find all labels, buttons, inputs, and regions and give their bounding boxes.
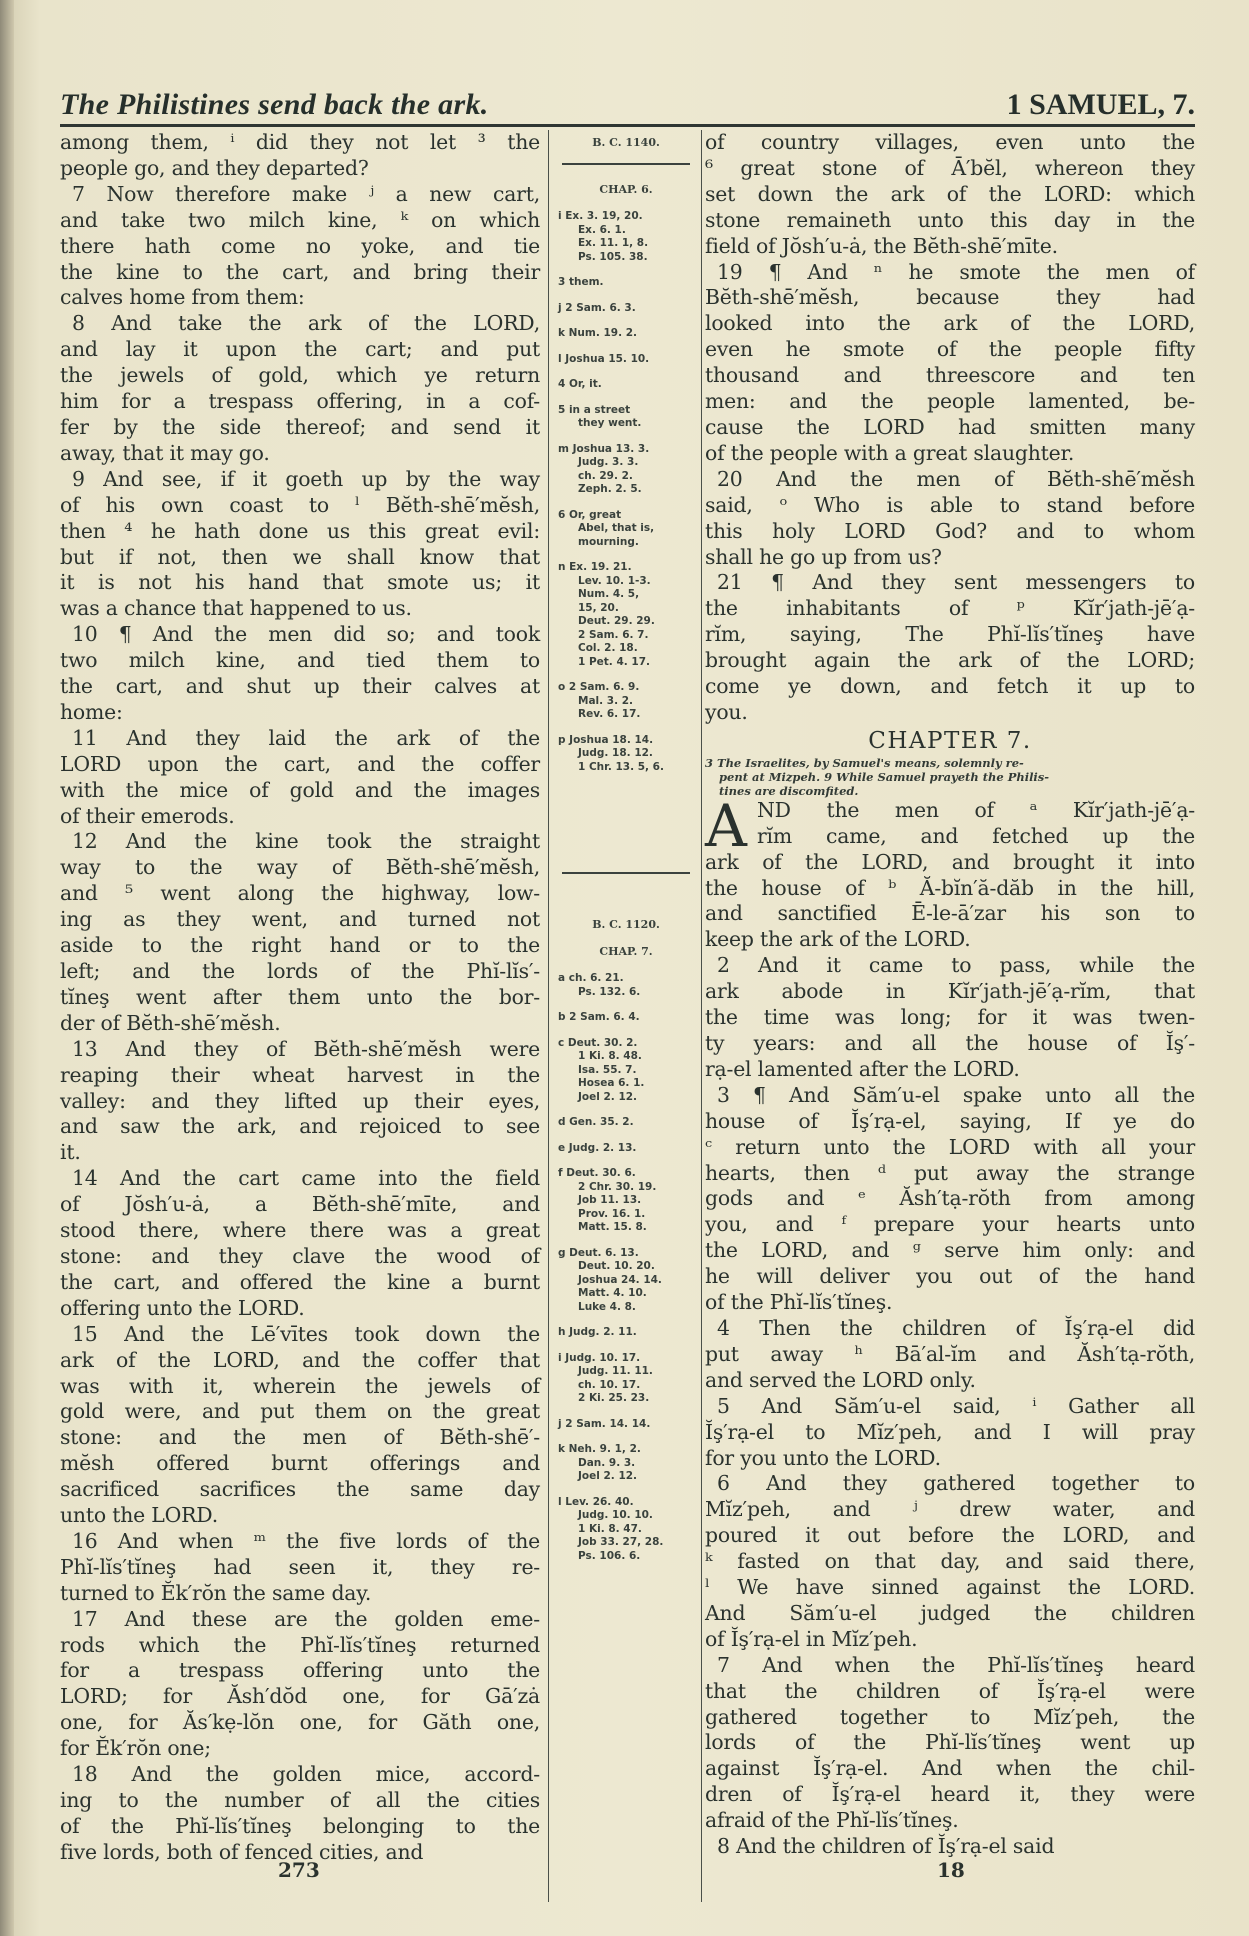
text-line: men: and the people lamented, be- [705, 389, 1195, 414]
cross-reference [558, 1116, 694, 1130]
reference-line: ch. 29. 2. [578, 469, 633, 482]
cross-reference [558, 734, 694, 775]
text-line: reaping their wheat harvest in the [60, 1062, 540, 1087]
text-line: but if not, then we shall know that [60, 544, 540, 569]
text-line: sacrificed sacrifices the same day [60, 1477, 540, 1502]
text-line: for a trespass offering unto the [60, 1658, 540, 1683]
reference-line: 2 Ki. 25. 23. [578, 1392, 650, 1404]
text-line: 10 ¶ And the men did so; and took [72, 622, 540, 647]
chapter-6-ending [705, 130, 1195, 726]
reference-line: 2 Chr. 30. 19. [578, 1180, 657, 1193]
text-line: of country villages, even unto the [705, 130, 1195, 154]
cross-reference [558, 1167, 694, 1235]
text-line: turned to Ĕk′rŏn the same day. [60, 1580, 372, 1605]
text-line: Mĭz′peh, and ʲ drew water, and [705, 1497, 1195, 1522]
text-line: Ĭş′rạ-el to Mĭz′peh, and I will pray [705, 1419, 1195, 1444]
text-line: stone remaineth unto this day in the [705, 207, 1195, 232]
right-text-column [705, 130, 1195, 1860]
reference-line: Abel, that is, [578, 522, 655, 534]
cross-reference [558, 302, 694, 316]
text-line: there hath come no yoke, and tie [60, 233, 540, 258]
cross-reference [558, 353, 694, 367]
reference-line: Col. 2. 18. [578, 642, 638, 654]
text-line: the inhabitants of ᵖ Kĭr′jath-jē′ạ- [705, 596, 1195, 621]
book-chapter-label: 1 SAMUEL, 7. [1006, 88, 1195, 121]
text-line: the jewels of gold, which ye return [60, 363, 540, 388]
text-line: stone: and they clave the wood of [60, 1243, 540, 1268]
text-line: put away ʰ Bā′al-ĭm and Ăsh′tạ-rŏth, [705, 1341, 1195, 1366]
margin-rule [562, 163, 690, 165]
reference-line: 3 them. [558, 276, 604, 288]
reference-line: Matt. 4. 10. [578, 1287, 647, 1299]
margin-references-column [558, 130, 694, 1575]
text-line: 6 And they gathered together to [717, 1471, 1195, 1496]
reference-line: g Deut. 6. 13. [558, 1246, 639, 1259]
text-line: tĭneş went after them unto the bor- [60, 984, 540, 1009]
text-line: rods which the Phĭ-lĭs′tĭneş returned [60, 1632, 540, 1657]
margin-rule [562, 872, 690, 874]
text-line: the time was long; for it was twen- [705, 1005, 1195, 1030]
text-line: and sanctified Ē-le-ā′zar his son to [705, 901, 1195, 926]
reference-line: Luke 4. 8. [578, 1300, 636, 1313]
text-line: Phĭ-lĭs′tĭneş had seen it, they re- [60, 1554, 540, 1579]
text-line: of the Phĭ-lĭs′tĭneş. [705, 1290, 893, 1315]
text-line: 17 And these are the golden eme- [72, 1606, 540, 1631]
reference-line: Judg. 11. 11. [578, 1365, 653, 1377]
text-line: this holy LORD God? and to whom [705, 518, 1195, 543]
text-line: lords of the Phĭ-lĭs′tĭneş went up [705, 1730, 1195, 1755]
text-line: for you unto the LORD. [705, 1445, 941, 1470]
cross-reference [558, 1247, 694, 1315]
text-line: of Ĭş′rạ-el in Mĭz′peh. [705, 1626, 918, 1651]
text-line: ᵏ fasted on that day, and said there, [705, 1549, 1195, 1574]
page-number-left: 273 [278, 1858, 320, 1882]
cross-reference [558, 509, 694, 550]
cross-reference [558, 1011, 694, 1025]
text-line: shall he go up from us? [705, 544, 942, 569]
reference-line: 5 in a street [558, 403, 631, 416]
text-line: 15 And the Lē′vītes took down the [72, 1321, 540, 1346]
reference-line: 1 Pet. 4. 17. [578, 655, 650, 668]
reference-line: 1 Ki. 8. 47. [578, 1522, 642, 1535]
reference-line: they went. [578, 417, 642, 429]
text-line: gold were, and put them on the great [60, 1399, 540, 1424]
text-line: 2 And it came to pass, while the [717, 953, 1195, 978]
reference-line: Deut. 29. 29. [578, 615, 655, 627]
text-line: of the Phĭ-lĭs′tĭneş belonging to the [60, 1813, 540, 1838]
reference-line: Isa. 55. 7. [578, 1063, 637, 1076]
reference-line: h Judg. 2. 11. [558, 1326, 637, 1338]
text-line: one, for Ăs′kẹ-lŏn one, for Găth one, [60, 1710, 540, 1735]
cross-reference [558, 1326, 694, 1340]
drop-cap: A [705, 791, 747, 860]
reference-line: Judg. 3. 3. [578, 456, 639, 468]
text-line: two milch kine, and tied them to [60, 648, 540, 673]
text-line: ⁶ great stone of Ā′bĕl, whereon they [705, 155, 1195, 180]
chapter-heading: CHAPTER 7. [868, 727, 1032, 754]
text-line: ty years: and all the house of Ĭş′- [705, 1031, 1195, 1055]
text-line: way to the way of Bĕth-shē′mĕsh, [60, 855, 540, 880]
text-line: LORD upon the cart, and the coffer [60, 751, 540, 776]
text-line: then ⁴ he hath done us this great evil: [60, 518, 540, 543]
text-line: offering unto the LORD. [60, 1295, 305, 1320]
text-line: gathered together to Mĭz′peh, the [705, 1704, 1195, 1729]
reference-line: 2 Sam. 6. 7. [578, 628, 649, 641]
text-line: calves home from them: [60, 285, 305, 310]
text-line: 12 And the kine took the straight [72, 829, 540, 854]
header-rule [60, 124, 1195, 127]
text-line: looked into the ark of the LORD, [705, 311, 1195, 336]
text-line: field of Jŏsh′u-ȧ, the Bĕth-shē′mīte. [705, 233, 1058, 258]
reference-line: Ex. 6. 1. [578, 223, 626, 236]
cross-reference [558, 1496, 694, 1564]
reference-line: c Deut. 30. 2. [558, 1036, 638, 1049]
reference-line: 4 Or, it. [558, 378, 602, 390]
reference-line: Job 11. 13. [578, 1194, 642, 1206]
reference-line: Matt. 15. 8. [578, 1221, 647, 1233]
text-line: aside to the right hand or to the [60, 933, 540, 958]
text-line: for Ĕk′rŏn one; [60, 1736, 211, 1761]
page-header [60, 78, 1195, 122]
reference-line: Joel 2. 12. [578, 1090, 638, 1103]
reference-line: Deut. 10. 20. [578, 1260, 655, 1272]
reference-line: i Judg. 10. 17. [558, 1351, 641, 1364]
text-line: ᶜ return unto the LORD with all your [705, 1134, 1195, 1159]
text-line: it. [60, 1140, 81, 1165]
reference-line: Joel 2. 12. [578, 1470, 638, 1482]
text-line: you. [705, 699, 748, 724]
summary-line: tines are discomfited. [719, 783, 859, 798]
cross-reference [558, 972, 694, 999]
text-line: of his own coast to ˡ Bĕth-shē′mĕsh, [60, 492, 540, 517]
text-line: hearts, then ᵈ put away the strange [705, 1160, 1195, 1185]
reference-line: mourning. [578, 535, 639, 548]
text-line: unto the LORD. [60, 1503, 219, 1528]
text-line: brought again the ark of the LORD; [705, 648, 1195, 673]
reference-line: l Lev. 26. 40. [558, 1495, 634, 1508]
text-line: poured it out before the LORD, and [705, 1523, 1195, 1548]
chapter-summary [705, 756, 1195, 798]
reference-line: 15, 20. [578, 601, 619, 614]
text-line: gods and ᵉ Ăsh′tạ-rŏth from among [705, 1186, 1195, 1211]
chapter-label: CHAP. 6. [599, 183, 653, 196]
text-line: ark of the LORD, and the coffer that [60, 1347, 540, 1372]
text-line: And Săm′u-el judged the children [705, 1600, 1195, 1625]
reference-line: Prov. 16. 1. [578, 1207, 646, 1220]
cross-reference [558, 210, 694, 264]
column-divider [548, 130, 549, 1902]
reference-line: j 2 Sam. 14. 14. [558, 1417, 651, 1430]
text-line: stood there, where there was a great [60, 1218, 540, 1243]
text-line: with the mice of gold and the images [60, 777, 540, 802]
text-line: 13 And they of Bĕth-shē′mĕsh were [72, 1036, 540, 1061]
text-line: 9 And see, if it goeth up by the way [72, 466, 540, 491]
text-line: rạ-el lamented after the LORD. [705, 1056, 1020, 1081]
reference-line: Ps. 106. 6. [578, 1549, 641, 1562]
text-line: the kine to the cart, and bring their [60, 259, 540, 284]
text-line: he will deliver you out of the hand [705, 1264, 1195, 1289]
text-line: against Ĭş′rạ-el. And when the chil- [705, 1756, 1195, 1781]
text-line: was with it, wherein the jewels of [60, 1373, 540, 1398]
reference-line: Joshua 24. 14. [578, 1273, 662, 1286]
cross-reference [558, 1443, 694, 1484]
reference-line: 1 Chr. 13. 5, 6. [578, 760, 664, 773]
reference-line: o 2 Sam. 6. 9. [558, 681, 640, 693]
reference-line: m Joshua 13. 3. [558, 442, 650, 455]
text-line: 20 And the men of Bĕth-shē′mĕsh [717, 466, 1195, 491]
text-line: thousand and threescore and ten [705, 363, 1195, 388]
text-line: even he smote of the people fifty [705, 337, 1195, 362]
cross-reference [558, 1352, 694, 1406]
chapter-7-references [558, 972, 694, 1563]
text-line: 21 ¶ And they sent messengers to [717, 570, 1195, 595]
text-line: and take two milch kine, ᵏ on which [60, 207, 540, 232]
chapter-6-references [558, 210, 694, 774]
reference-line: k Neh. 9. 1, 2. [558, 1443, 641, 1455]
column-divider [701, 130, 702, 1902]
reference-line: Job 33. 27, 28. [578, 1536, 664, 1548]
text-line: 8 And the children of Ĭş′rạ-el said [717, 1834, 1055, 1859]
reference-line: Zeph. 2. 5. [578, 483, 642, 495]
text-line: afraid of the Phĭ-lĭs′tĭneş. [705, 1808, 959, 1833]
text-line: the cart, and shut up their calves at [60, 674, 540, 699]
text-line: and saw the ark, and rejoiced to see [60, 1114, 540, 1139]
text-line: ark abode in Kĭr′jath-jē′ạ-rĭm, that [705, 979, 1195, 1004]
cross-reference [558, 327, 694, 341]
cross-reference [558, 378, 694, 392]
text-line: der of Bĕth-shē′mĕsh. [60, 1010, 281, 1035]
text-line: 7 And when the Phĭ-lĭs′tĭneş heard [717, 1652, 1195, 1677]
text-line: you, and ᶠ prepare your hearts unto [705, 1212, 1195, 1237]
text-line: 7 Now therefore make ʲ a new cart, [72, 181, 540, 206]
text-line: ing to the number of all the cities [60, 1788, 540, 1812]
text-line: 16 And when ᵐ the five lords of the [72, 1528, 540, 1553]
text-line: mĕsh offered burnt offerings and [60, 1451, 540, 1476]
reference-line: f Deut. 30. 6. [558, 1167, 636, 1179]
text-line: the house of ᵇ Ă-bĭn′ă-dăb in the hill, [705, 875, 1195, 900]
text-line: left; and the lords of the Phĭ-lĭs′- [60, 959, 540, 983]
text-line: valley: and they lifted up their eyes, [60, 1088, 540, 1113]
text-line: rĭm, saying, The Phĭ-lĭs′tĭneş have [705, 622, 1195, 647]
text-line: rĭm came, and fetched up the [757, 823, 1195, 848]
text-line: of Jŏsh′u-ȧ, a Bĕth-shē′mīte, and [60, 1192, 540, 1217]
reference-line: Hosea 6. 1. [578, 1077, 645, 1089]
reference-line: d Gen. 35. 2. [558, 1116, 634, 1128]
text-line: away, that it may go. [60, 440, 270, 465]
text-line: 8 And take the ark of the LORD, [72, 311, 540, 336]
reference-line: n Ex. 19. 21. [558, 561, 632, 573]
text-line: of their emerods. [60, 803, 235, 828]
reference-line: e Judg. 2. 13. [558, 1141, 637, 1154]
date-note: B. C. 1120. [592, 918, 660, 931]
text-line: ing as they went, and turned not [60, 907, 540, 932]
text-line: ND the men of ᵃ Kĭr′jath-jē′ạ- [757, 797, 1195, 822]
text-line: 14 And the cart came into the field [72, 1166, 540, 1191]
text-line: come ye down, and fetch it up to [705, 674, 1195, 699]
reference-line: i Ex. 3. 19, 20. [558, 210, 643, 222]
cross-reference [558, 1418, 694, 1432]
text-line: and served the LORD only. [705, 1367, 976, 1392]
text-line: that the children of Ĭş′rạ-el were [705, 1678, 1195, 1703]
text-line: the cart, and offered the kine a burnt [60, 1269, 540, 1294]
cross-reference [558, 276, 694, 290]
date-note: B. C. 1140. [592, 136, 660, 149]
text-line: 19 ¶ And ⁿ he smote the men of [717, 259, 1195, 284]
cross-reference [558, 681, 694, 722]
reference-line: j 2 Sam. 6. 3. [558, 301, 636, 314]
text-line: and ⁵ went along the highway, low- [60, 881, 540, 906]
reference-line: Judg. 10. 10. [578, 1509, 653, 1521]
text-line: him for a trespass offering, in a cof- [60, 389, 540, 414]
reference-line: Mal. 3. 2. [578, 694, 634, 707]
text-line: stone: and the men of Bĕth-shē′- [60, 1425, 540, 1450]
chapter-label: CHAP. 7. [599, 945, 653, 958]
text-line: and lay it upon the cart; and put [60, 337, 540, 362]
text-line: home: [60, 699, 123, 724]
text-line: people go, and they departed? [60, 155, 369, 180]
text-line: said, ᵒ Who is able to stand before [705, 492, 1195, 517]
reference-line: Num. 4. 5, [578, 588, 640, 600]
reference-line: Ps. 132. 6. [578, 985, 641, 998]
reference-line: k Num. 19. 2. [558, 327, 638, 339]
text-line: ark of the LORD, and brought it into [705, 849, 1195, 874]
text-line: five lords, both of fenced cities, and [60, 1839, 424, 1864]
text-line: 3 ¶ And Săm′u-el spake unto all the [717, 1082, 1195, 1107]
reference-line: Judg. 18. 12. [578, 747, 653, 759]
text-line: set down the ark of the LORD: which [705, 181, 1195, 206]
text-line: house of Ĭş′rạ-el, saying, If ye do [705, 1108, 1195, 1133]
running-title: The Philistines send back the ark. [60, 88, 489, 121]
reference-line: Dan. 9. 3. [578, 1456, 636, 1469]
text-line: 4 Then the children of Ĭş′rạ-el did [717, 1315, 1195, 1340]
chapter-7-text [705, 850, 1195, 1860]
text-line: Bĕth-shē′mĕsh, because they had [705, 285, 1195, 310]
text-line: LORD; for Ăsh′dŏd one, for Gā′zȧ [60, 1684, 540, 1709]
text-line: 5 And Săm′u-el said, ⁱ Gather all [717, 1393, 1195, 1418]
cross-reference [558, 561, 694, 669]
text-line: it is not his hand that smote us; it [60, 570, 540, 595]
text-line: the LORD, and ᵍ serve him only: and [705, 1238, 1195, 1263]
text-line: 18 And the golden mice, accord- [72, 1762, 540, 1787]
page-gutter-shadow [0, 0, 14, 1936]
cross-reference [558, 404, 694, 431]
page-number-right: 18 [937, 1858, 965, 1882]
left-text-column [60, 130, 540, 1866]
summary-line: pent at Mizpeh. 9 While Samuel prayeth the Philis- [719, 769, 1050, 784]
text-line: fer by the side thereof; and send it [60, 414, 540, 439]
text-line: ˡ We have sinned against the LORD. [705, 1575, 1195, 1600]
cross-reference [558, 1037, 694, 1105]
text-line: 11 And they laid the ark of the [72, 725, 540, 750]
summary-line: 3 The Israelites, by Samuel's means, solemnly re- [705, 755, 1024, 770]
text-line: dren of Ĭş′rạ-el heard it, they were [705, 1782, 1195, 1807]
reference-line: b 2 Sam. 6. 4. [558, 1011, 640, 1023]
reference-line: l Joshua 15. 10. [558, 352, 650, 365]
reference-line: Ps. 105. 38. [578, 250, 648, 263]
reference-line: 1 Ki. 8. 48. [578, 1050, 642, 1062]
text-line: keep the ark of the LORD. [705, 927, 971, 952]
chapter-opening [705, 791, 1195, 860]
text-line: was a chance that happened to us. [60, 596, 412, 621]
cross-reference [558, 443, 694, 497]
reference-line: a ch. 6. 21. [558, 972, 624, 984]
text-line: of the people with a great slaughter. [705, 440, 1075, 465]
reference-line: 6 Or, great [558, 508, 622, 521]
reference-line: Rev. 6. 17. [578, 708, 641, 720]
reference-line: Lev. 10. 1-3. [578, 574, 651, 587]
cross-reference [558, 1142, 694, 1156]
text-line: among them, ⁱ did they not let ³ the [60, 130, 540, 154]
text-line: cause the LORD had smitten many [705, 414, 1195, 439]
reference-line: ch. 10. 17. [578, 1378, 641, 1391]
reference-line: Ex. 11. 1, 8. [578, 237, 649, 249]
reference-line: p Joshua 18. 14. [558, 733, 654, 746]
